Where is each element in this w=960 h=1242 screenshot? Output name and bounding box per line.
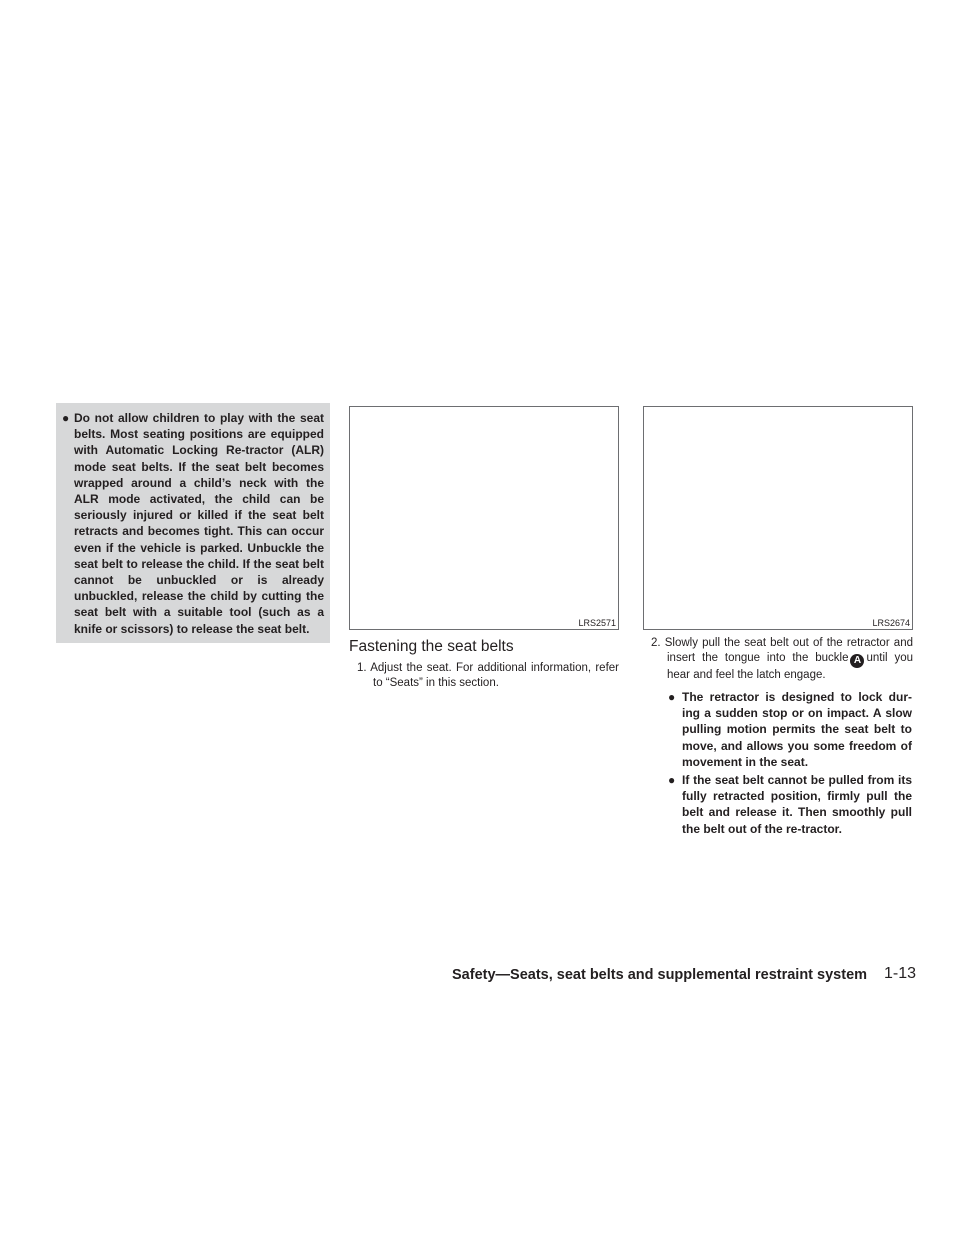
sub-bullet-2 <box>668 772 912 837</box>
warning-item <box>62 410 324 637</box>
sub-bullet-text: The retractor is designed to lock dur-ing a sudden stop or on impact. A slow pulling motion permits the seat belt to move, and allows you some freedom of movement in the seat. <box>682 690 912 769</box>
step-2-text-after: until you hear and feel the latch engage. <box>667 652 913 681</box>
bullet-icon: ● <box>62 411 70 425</box>
section-heading: Fastening the seat belts <box>349 638 514 655</box>
callout-a-icon: A <box>850 654 864 668</box>
figure-code: LRS2674 <box>872 618 910 628</box>
warning-text: Do not allow children to play with the seat belts. Most seating positions are equipped with Automatic Locking Re-tractor (ALR) mode seat belts. If the seat belt becomes wrapped around a child’s neck with the ALR mode activated, the child can be seriously injured or killed if the seat belt retracts and becomes tight. This can occur even if the vehicle is parked. Unbuckle the seat belt to release the child. If the seat belt cannot be unbuckled or is already unbuckled, release the child by cutting the seat belt with a suitable tool (such as a knife or scissors) to release the seat belt. <box>74 411 324 636</box>
warning-box <box>56 403 330 643</box>
page-number: 1-13 <box>884 965 917 982</box>
figure-lrs2674 <box>643 406 913 630</box>
step-2 <box>651 636 913 683</box>
bullet-icon: ● <box>668 690 676 704</box>
footer-section-title: Safety—Seats, seat belts and supplemental restraint system <box>452 967 868 983</box>
sub-bullet-text: If the seat belt cannot be pulled from its fully retracted position, firmly pull the belt and release it. Then smoothly pull the belt out of the re-tractor. <box>682 773 912 836</box>
sub-bullet-1 <box>668 689 912 770</box>
bullet-icon: ● <box>668 773 676 787</box>
figure-code: LRS2571 <box>578 618 616 628</box>
figure-lrs2571 <box>349 406 619 630</box>
step-2-text-before: 2. Slowly pull the seat belt out of the retractor and insert the tongue into the buckle <box>651 637 913 664</box>
step-1: 1. Adjust the seat. For additional information, refer to “Seats” in this section. <box>357 662 619 689</box>
